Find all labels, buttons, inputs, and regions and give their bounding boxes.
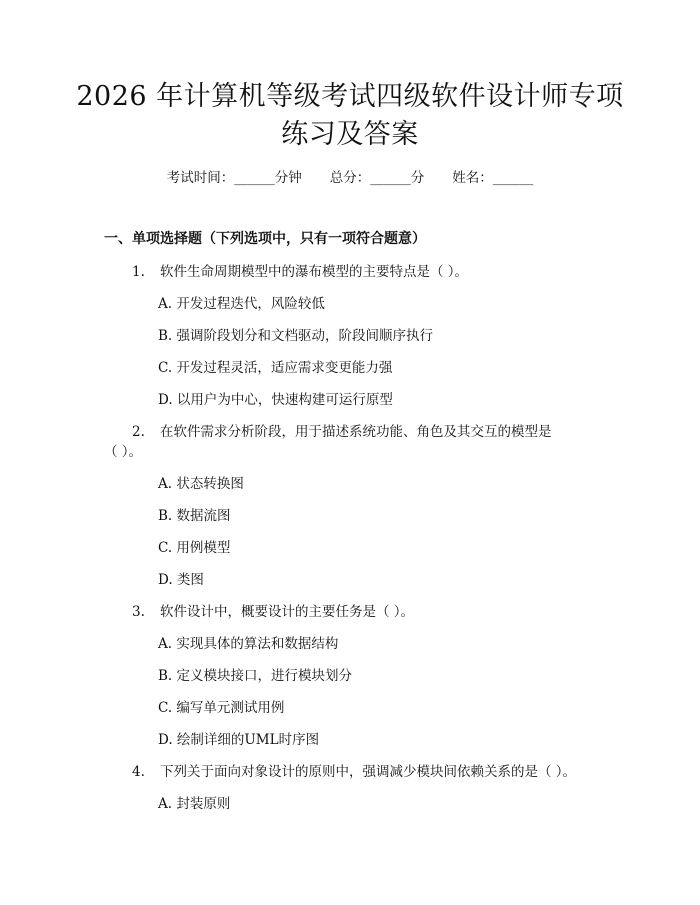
exam-time-field: 考试时间：______分钟 <box>166 170 302 186</box>
question-text: 软件生命周期模型中的瀑布模型的主要特点是（ ）。 <box>160 264 469 280</box>
page-title-line-1: 2026 年计算机等级考试四级软件设计师专项 <box>76 81 624 112</box>
question-4 <box>132 762 576 782</box>
question-1-option-d: D. 以用户为中心，快速构建可运行原型 <box>158 392 393 408</box>
question-1-option-b: B. 强调阶段划分和文档驱动，阶段间顺序执行 <box>158 328 434 344</box>
question-text: 下列关于面向对象设计的原则中，强调减少模块间依赖关系的是（ ）。 <box>160 764 577 780</box>
question-number: 4. <box>132 764 145 780</box>
section-heading: 一、单项选择题（下列选项中，只有一项符合题意） <box>104 231 426 247</box>
question-1 <box>132 262 468 282</box>
question-3-option-d: D. 绘制详细的UML时序图 <box>158 732 320 748</box>
exam-info-line <box>0 168 700 188</box>
page-title-line-2: 练习及答案 <box>281 119 419 150</box>
question-3-option-a: A. 实现具体的算法和数据结构 <box>158 636 339 652</box>
question-4-option-a: A. 封装原则 <box>158 796 231 812</box>
question-2 <box>104 422 564 462</box>
question-text: 软件设计中，概要设计的主要任务是（ ）。 <box>160 604 415 620</box>
question-number: 2. <box>132 424 145 440</box>
question-2-option-a: A. 状态转换图 <box>158 476 244 492</box>
question-1-option-a: A. 开发过程迭代，风险较低 <box>158 296 325 312</box>
question-number: 3. <box>132 604 145 620</box>
question-3 <box>132 602 414 622</box>
question-2-option-c: C. 用例模型 <box>158 540 231 556</box>
question-1-option-c: C. 开发过程灵活，适应需求变更能力强 <box>158 360 393 376</box>
question-3-option-c: C. 编写单元测试用例 <box>158 700 285 716</box>
question-number: 1. <box>132 264 145 280</box>
total-score-field: 总分：______分 <box>329 170 425 186</box>
question-text: 在软件需求分析阶段，用于描述系统功能、角色及其交互的模型是（ ）。 <box>104 424 552 460</box>
question-2-option-d: D. 类图 <box>158 572 204 588</box>
name-field: 姓名：______ <box>452 170 534 186</box>
question-2-option-b: B. 数据流图 <box>158 508 231 524</box>
question-3-option-b: B. 定义模块接口，进行模块划分 <box>158 668 353 684</box>
